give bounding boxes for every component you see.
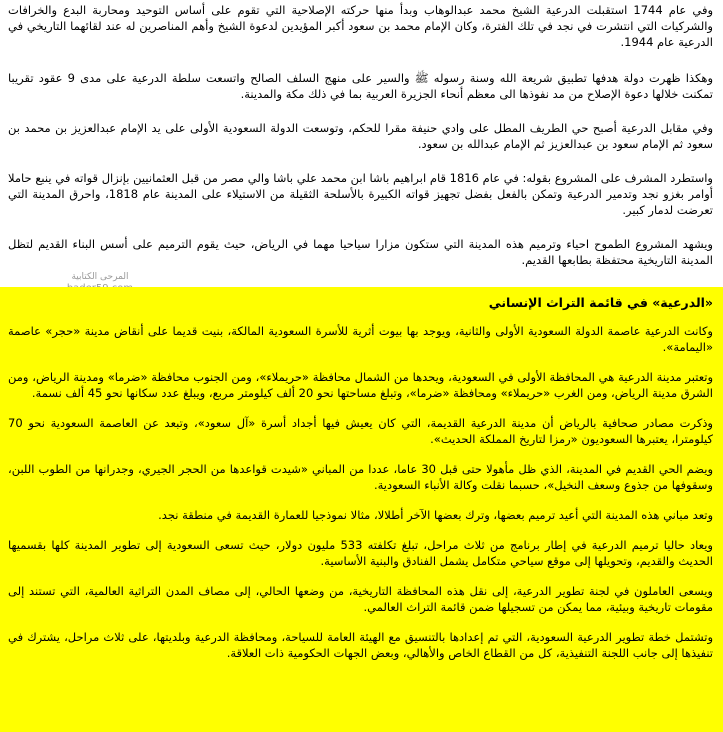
paragraph: ويضم الحي القديم في المدينة، الذي ظل مأهولا حتى قبل 30 عاما، عددا من المباني «شيدت قواعدها من الحجر الجيري، وجدرانها من الطوب اللبن، وسقوفها من جذوع وسعف النخيل»، حسبما نقلت وكالة الأنباء السعودية. [8,462,713,492]
paragraph: وفي مقابل الدرعية أصبح حي الطريف المطل على وادي حنيفة مقرا للحكم، وتوسعت الدولة السعودية الأولى على يد الإمام عبدالعزيز بن محمد بن سعود ثم الإمام سعود بن عبدالعزيز ثم الإمام عبدالله بن سعود. [8,121,713,151]
section-heading: «الدرعية» في قائمة التراث الإنساني [488,295,713,310]
paragraph: وفي عام 1744 استقبلت الدرعية الشيخ محمد عبدالوهاب وبدأ منها حركته الإصلاحية التي تقوم على أساس التوحيد ومحاربة البدع والخرافات والشركيات التي انتشرت في نجد في تلك الفترة، وكان الإمام محمد بن سعود أكبر المؤيدين لدعوة الشيخ وأهم المناصرين له عند لقائهما التاريخي في الدرعية عام 1944. [8,3,713,49]
paragraph: وذكرت مصادر صحافية بالرياض أن مدينة الدرعية القديمة، التي كان يعيش فيها أجداد أسرة «آل سعود»، وتبعد عن العاصمة السعودية نحو 70 كيلومترا، يعتبرها السعوديون «رمزا لتاريخ المملكة الحديث». [8,416,713,446]
paragraph: واستطرد المشرف على المشروع بقوله: في عام 1816 قام ابراهيم باشا ابن محمد علي باشا والي مصر من قبل العثمانيين بإنزال قواته في ينبع حاملا أوامر بغزو نجد وتدمير الدرعية وتمكن بالفعل بفضل تجهيز قواته الكبيرة بالأسلحة الثقيلة من الاستيلاء على المدينة عام 1818، واحرق المدينة التي تعرضت لدمار كبير. [8,171,714,217]
highlighted-section [0,287,723,732]
paragraph: وتعد مباني هذه المدينة التي أعيد ترميم بعضها، وترك بعضها الآخر أطلالا، مثالا نموذجيا للعمارة القديمة في منطقة نجد. [158,508,713,522]
paragraph: وتشتمل خطة تطوير الدرعية السعودية، التي تم إعدادها بالتنسيق مع الهيئة العامة للسياحة، ومحافظة الدرعية وبلديتها، على ثلاث مراحل، يشترك في تنفيذها إلى جانب اللجنة التنفيذية، كل من القطاع الخاص والأهالي، وبعض الجهات الحكومية ذات العلاقة. [8,630,713,660]
paragraph: وكانت الدرعية عاصمة الدولة السعودية الأولى والثانية، ويوجد بها بيوت أثرية للأسرة السعودية المالكة، بنيت قديما على أنقاض مدينة «حجر» عاصمة «اليمامة». [8,324,713,354]
paragraph: وتعتبر مدينة الدرعية هي المحافظة الأولى في السعودية، ويحدها من الشمال محافظة «حريملاء»، ومن الجنوب محافظة «ضرما» ومدينة الرياض، ومن الشرق مدينة الرياض، ومن الغرب «حريملاء» ومحافظة «ضرما»، وتبلغ مساحتها نحو 20 ألف كيلومتر مربع، ويبلغ عدد سكانها نحو 45 ألف نسمة. [8,370,713,400]
paragraph: ويشهد المشروع الطموح احياء وترميم هذه المدينة التي ستكون مزارا سياحيا مهما في الرياض، حيث يقوم الترميم على أسس البناء القديم لتظل المدينة التاريخية محتفظة بطابعها القديم. [8,237,713,267]
watermark-text: المرحى الكتابية [71,272,129,282]
paragraph: وهكذا ظهرت دولة هدفها تطبيق شريعة الله وسنة رسوله ﷺ والسير على منهج السلف الصالح واتسعت سلطة الدرعية على مدى 9 عقود تقريبا تمكنت خلالها دعوة الإصلاح من مد نفوذها الى معظم أنحاء الجزيرة العربية بما في ذلك مكة والمدينة. [8,71,714,101]
article-intro [0,0,723,287]
paragraph: ويعاد حاليا ترميم الدرعية في إطار برنامج من ثلاث مراحل، تبلغ تكلفته 533 مليون دولار، حيث تسعى السعودية إلى تطوير المدينة كلها بقسميها الحديث والقديم، وتحويلها إلى موقع سياحي متكامل يشمل الفنادق والبنية الأساسية. [8,538,713,568]
paragraph: ويسعى العاملون في لجنة تطوير الدرعية، إلى نقل هذه المحافظة التاريخية، من وضعها الحالي، إلى مصاف المدن التراثية العالمية، التي تستند إلى مقومات تاريخية وبيئية، مما يمكن من تسجيلها ضمن قائمة التراث العالمي. [8,584,713,614]
